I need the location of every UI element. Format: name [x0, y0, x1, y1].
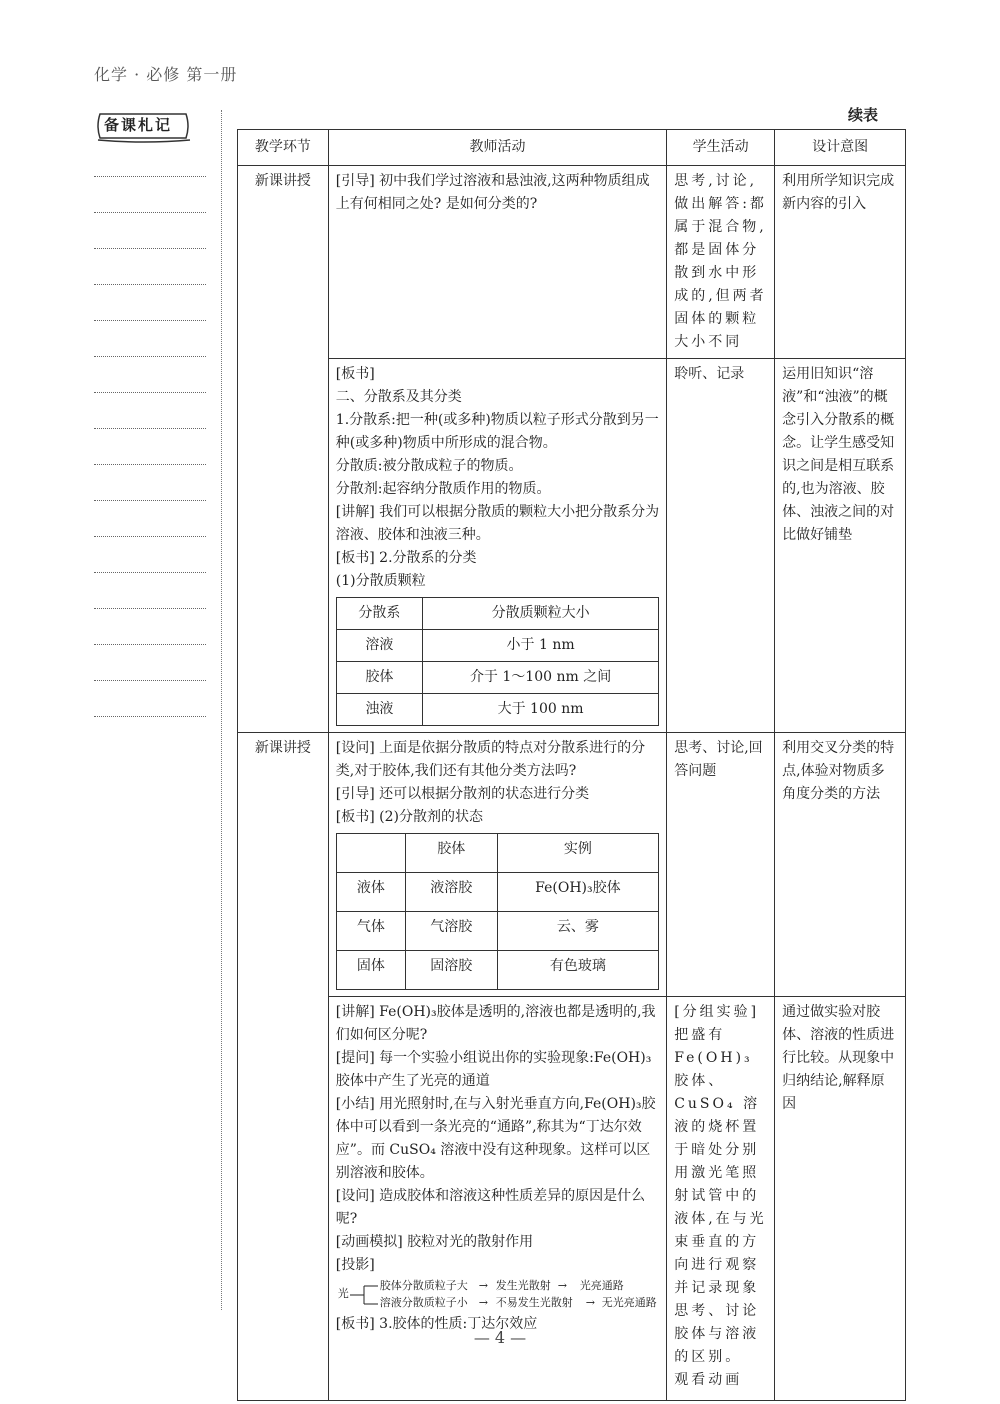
note-line: [94, 464, 206, 465]
teacher-cell: [328, 733, 666, 997]
teacher-text: [设问] 上面是依据分散质的特点对分散系进行的分类,对于胶体,我们还有其他分类方法吗?: [335, 740, 646, 779]
note-line: [94, 212, 206, 213]
intent-cell: 通过做实验对胶体、溶液的性质进行比较。从现象中归纳结论,解释原因: [775, 997, 906, 1401]
note-line: [94, 572, 206, 573]
table-cell: 液溶胶: [405, 873, 497, 912]
lesson-notes-logo: [94, 110, 192, 142]
teacher-text: [讲解] Fe(OH)₃胶体是透明的,溶液也都是透明的,我们如何区分呢?: [335, 1004, 656, 1043]
teacher-text: 1.分散系:把一种(或多种)物质以粒子形式分散到另一种(或多种)物质中所形成的混合物。: [335, 412, 659, 451]
table-cell: 分散系: [336, 598, 422, 630]
note-line: [94, 644, 206, 645]
diagram-label: 光: [337, 1287, 349, 1300]
teacher-text: [讲解] 我们可以根据分散质的颗粒大小把分散系分为溶液、胶体和浊液三种。: [335, 504, 660, 543]
continued-label: 续表: [848, 106, 879, 124]
teacher-text: [设问] 造成胶体和溶液这种性质差异的原因是什么呢?: [335, 1188, 646, 1227]
note-line: [94, 500, 206, 501]
particle-size-table: [336, 597, 659, 726]
note-line: [94, 248, 206, 249]
note-line: [94, 392, 206, 393]
student-text: 观看动画: [674, 1372, 743, 1388]
teacher-cell: [328, 359, 666, 733]
teacher-text: [投影]: [335, 1257, 375, 1273]
note-line: [94, 608, 206, 609]
intent-cell: 运用旧知识“溶液”和“浊液”的概念引入分散系的概念。让学生感受知识之间是相互联系的,也为溶液、胶体、浊液之间的对比做好铺垫: [775, 359, 906, 733]
note-line: [94, 356, 206, 357]
diagram-label: 无光亮通路: [601, 1296, 657, 1309]
arrow-icon: →: [478, 1279, 489, 1292]
note-line: [94, 536, 206, 537]
teacher-text: [板书] 3.胶体的性质:丁达尔效应: [335, 1316, 538, 1332]
table-cell: 胶体: [405, 834, 497, 873]
light-scattering-diagram: [336, 1279, 659, 1311]
teacher-cell: [328, 166, 666, 359]
intent-cell: 利用交叉分类的特点,体验对物质多角度分类的方法: [775, 733, 906, 997]
table-cell: 固体: [336, 951, 405, 990]
header-student: 学生活动: [667, 130, 775, 166]
table-cell: 有色玻璃: [497, 951, 659, 990]
diagram-label: 光亮通路: [579, 1279, 624, 1292]
diagram-label: 不易发生光散射: [495, 1296, 573, 1309]
intent-cell: 利用所学知识完成新内容的引入: [775, 166, 906, 359]
note-line: [94, 320, 206, 321]
table-cell: [336, 834, 405, 873]
table-header-row: [238, 130, 906, 166]
header-intent: 设计意图: [775, 130, 906, 166]
student-text: 思考、讨论胶体与溶液的区别。: [674, 1303, 760, 1365]
teacher-text: [引导] 初中我们学过溶液和悬浊液,这两种物质组成上有何相同之处? 是如何分类的?: [335, 173, 650, 212]
sidebar-title: 备课札记: [104, 116, 173, 134]
table-row: [238, 359, 906, 733]
header-teacher: 教师活动: [328, 130, 666, 166]
student-cell: 思考、讨论,回答问题: [667, 733, 775, 997]
table-row: [238, 166, 906, 359]
branch-bracket-icon: [350, 1279, 380, 1311]
table-cell: 实例: [497, 834, 659, 873]
table-row: [238, 733, 906, 997]
margin-divider: [221, 110, 222, 1310]
phase-cell: 新课讲授: [238, 166, 329, 733]
table-cell: 大于 100 nm: [422, 694, 658, 726]
teacher-text: [引导] 还可以根据分散剂的状态进行分类: [335, 786, 590, 802]
note-line: [94, 428, 206, 429]
teacher-text: [板书] 2.分散系的分类: [335, 550, 477, 566]
teacher-text: [提问] 每一个实验小组说出你的实验现象:Fe(OH)₃胶体中产生了光亮的通道: [335, 1050, 652, 1089]
table-cell: 固溶胶: [405, 951, 497, 990]
book-header: 化学 · 必修 第一册: [94, 65, 238, 84]
page-number: — 4 —: [473, 1328, 527, 1347]
table-cell: 气溶胶: [405, 912, 497, 951]
teacher-text: [小结] 用光照射时,在与入射光垂直方向,Fe(OH)₃胶体中可以看到一条光亮的“通路”,称其为“丁达尔效应”。而 CuSO₄ 溶液中没有这种现象。这样可以区别溶液和胶体。: [335, 1096, 656, 1181]
arrow-icon: →: [557, 1279, 568, 1292]
lesson-plan-table: [237, 129, 906, 1401]
teacher-text: 分散剂:起容纳分散质作用的物质。: [335, 481, 551, 497]
table-cell: 胶体: [336, 662, 422, 694]
dispersion-medium-table: [336, 833, 659, 990]
table-cell: 分散质颗粒大小: [422, 598, 658, 630]
note-line: [94, 716, 206, 717]
note-line: [94, 284, 206, 285]
teacher-text: 分散质:被分散成粒子的物质。: [335, 458, 523, 474]
table-cell: 云、雾: [497, 912, 659, 951]
teacher-text: (1)分散质颗粒: [335, 573, 426, 589]
arrow-icon: →: [585, 1296, 596, 1309]
diagram-label: 发生光散射: [495, 1279, 551, 1292]
diagram-label: 胶体分散质粒子大: [379, 1279, 468, 1292]
teacher-text: [板书]: [335, 366, 375, 382]
table-cell: 小于 1 nm: [422, 630, 658, 662]
student-cell: 思考,讨论,做出解答:都属于混合物,都是固体分散到水中形成的,但两者固体的颗粒大小不同: [667, 166, 775, 359]
table-cell: 液体: [336, 873, 405, 912]
note-line: [94, 680, 206, 681]
table-cell: 介于 1～100 nm 之间: [422, 662, 658, 694]
teacher-text: 二、分散系及其分类: [335, 389, 462, 405]
student-cell: 聆听、记录: [667, 359, 775, 733]
student-text: [分组实验] 把盛有 Fe(OH)₃ 胶体、CuSO₄ 溶液的烧杯置于暗处分别用激光笔照射试管中的液体,在与光束垂直的方向进行观察并记录现象: [674, 1004, 767, 1296]
note-line: [94, 176, 206, 177]
table-cell: Fe(OH)₃胶体: [497, 873, 659, 912]
header-phase: 教学环节: [238, 130, 329, 166]
teacher-text: [动画模拟] 胶粒对光的散射作用: [335, 1234, 534, 1250]
teacher-text: [板书] (2)分散剂的状态: [335, 809, 484, 825]
sidebar: [94, 110, 209, 142]
diagram-label: 溶液分散质粒子小: [379, 1296, 468, 1309]
table-cell: 浊液: [336, 694, 422, 726]
table-cell: 气体: [336, 912, 405, 951]
phase-cell: 新课讲授: [238, 733, 329, 1401]
table-cell: 溶液: [336, 630, 422, 662]
arrow-icon: →: [478, 1296, 489, 1309]
